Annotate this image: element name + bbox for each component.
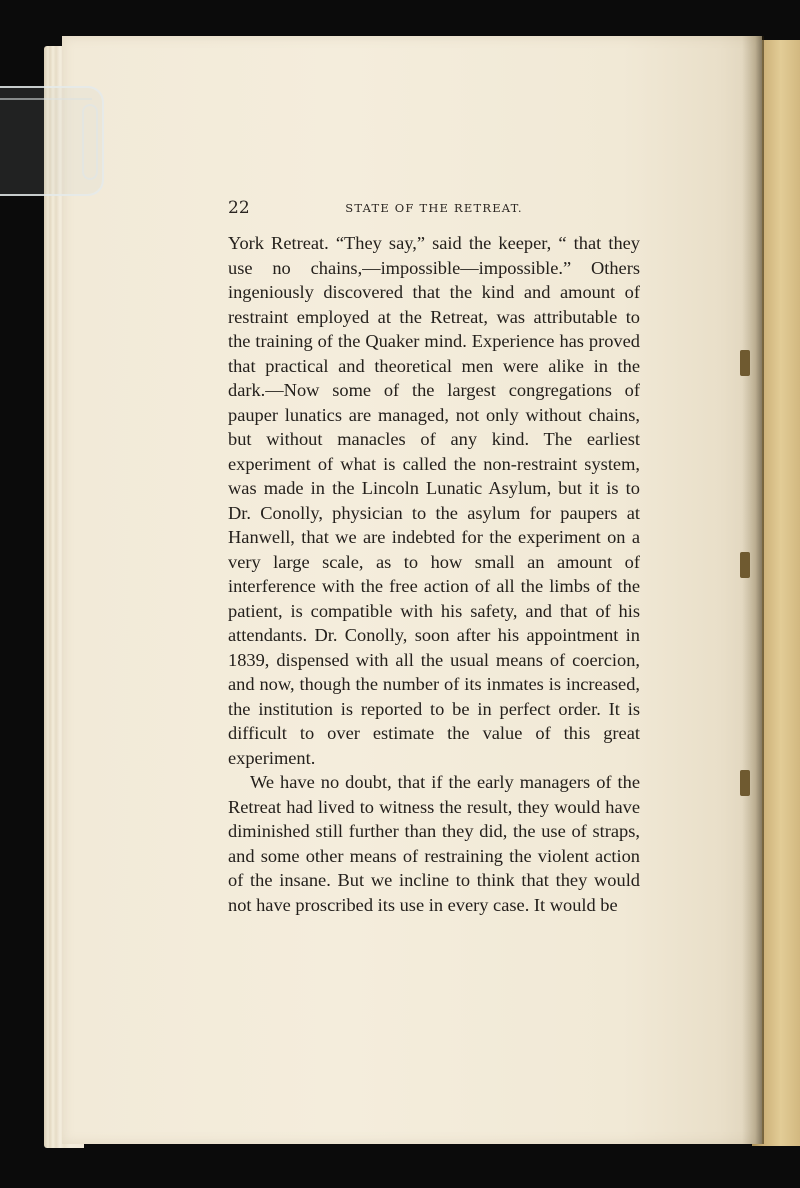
page-header (228, 198, 640, 220)
page-tab-marker (740, 350, 750, 376)
glass-clip-inner (82, 104, 98, 180)
running-head: STATE OF THE RETREAT. (345, 201, 523, 215)
gutter-shadow (742, 36, 764, 1144)
body-text (228, 231, 640, 917)
page-tab-marker (740, 770, 750, 796)
page-number: 22 (228, 198, 250, 218)
paragraph-1: York Retreat. “They say,” said the keeper, “ that they use no chains,—impossible—impossible.” Others ingeniously discovered that the kind and amount of restraint employed at the Retreat, was attributable to the training of the Quaker mind. Experience has proved that practical and theoretical men were alike in the dark.—Now some of the largest congregations of pauper lunatics are managed, not only without chains, but without manacles of any kind. The earliest experiment of what is called the non-restraint system, was made in the Lincoln Lunatic Asylum, but it is to Dr. Conolly, physician to the asylum for paupers at Hanwell, that we are indebted for the experiment on a very large scale, as to how small an amount of interference with the free action of all the limbs of the patient, is compatible with his safety, and that of his attendants. Dr. Conolly, soon after his appointment in 1839, dispensed with all the usual means of coercion, and now, though the number of its inmates is increased, the institution is reported to be in perfect order. It is difficult to over estimate the value of this great experiment. (228, 233, 640, 768)
glass-clip-edge (0, 98, 92, 100)
page-tab-marker (740, 552, 750, 578)
paragraph-2: We have no doubt, that if the early managers of the Retreat had lived to witness the result, they would have diminished still further than they did, the use of straps, and some other means of restraining the violent action of the insane. But we incline to think that they would not have proscribed its use in every case. It would be (228, 772, 640, 915)
